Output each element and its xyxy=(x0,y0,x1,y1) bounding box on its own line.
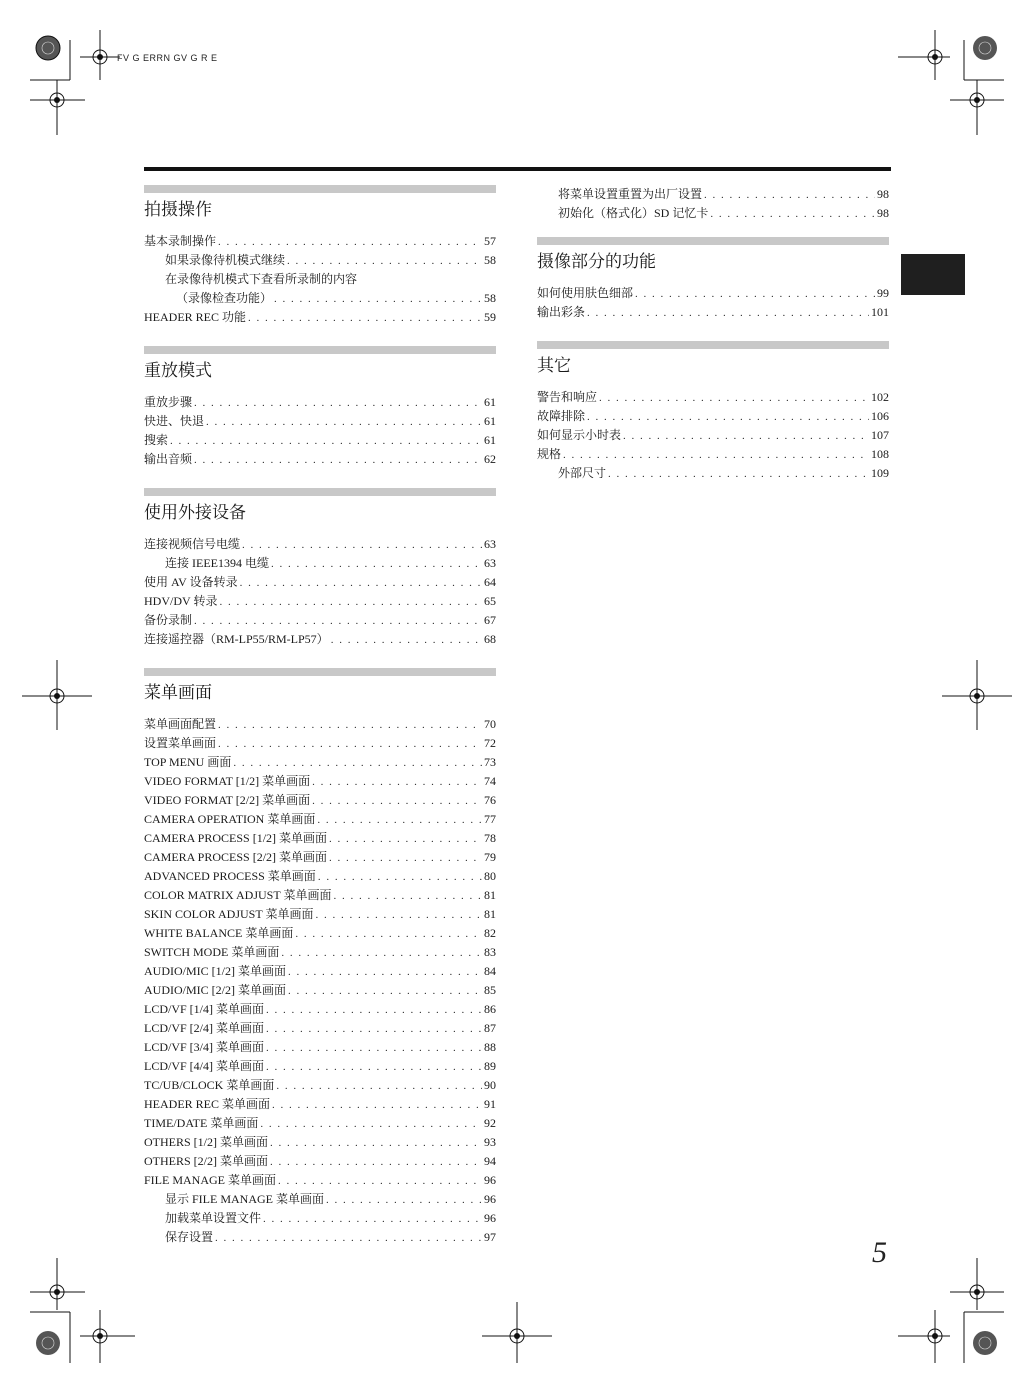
dot-leader xyxy=(288,982,482,1001)
dot-leader xyxy=(312,773,482,792)
toc-entry[interactable] xyxy=(537,388,889,407)
toc-entry[interactable] xyxy=(144,886,496,905)
toc-entry-label: AUDIO/MIC [1/2] 菜单画面 xyxy=(144,964,286,978)
toc-entry[interactable] xyxy=(144,1133,496,1152)
toc-entry[interactable] xyxy=(144,1171,496,1190)
toc-section xyxy=(537,237,889,322)
toc-entry-page: 61 xyxy=(484,433,496,447)
toc-entry-page: 85 xyxy=(484,983,496,997)
toc-entry-label: 如何使用肤色细部 xyxy=(537,286,634,300)
toc-entry-page: 99 xyxy=(877,286,889,300)
toc-entry-page: 86 xyxy=(484,1002,496,1016)
toc-entry-label: OTHERS [1/2] 菜单画面 xyxy=(144,1135,268,1149)
toc-entry-page: 102 xyxy=(871,390,889,404)
dot-leader xyxy=(218,716,482,735)
toc-entry[interactable] xyxy=(144,1000,496,1019)
toc-entry-page: 72 xyxy=(484,736,496,750)
dot-leader xyxy=(587,304,869,323)
toc-entry[interactable] xyxy=(144,573,496,592)
dot-leader xyxy=(271,555,482,574)
toc-entry-page: 62 xyxy=(484,452,496,466)
section-divider-bar xyxy=(144,185,496,193)
toc-entry-page: 98 xyxy=(877,187,889,201)
toc-entry-label: 保存设置 xyxy=(165,1230,214,1244)
section-divider-bar xyxy=(144,488,496,496)
toc-entry[interactable] xyxy=(144,753,496,772)
toc-entry-page: 73 xyxy=(484,755,496,769)
dot-leader xyxy=(215,1229,482,1248)
section-tab-marker xyxy=(901,254,965,295)
toc-entry[interactable] xyxy=(144,772,496,791)
toc-entry-page: 70 xyxy=(484,717,496,731)
toc-entry-label: 连接遥控器（RM-LP55/RM-LP57） xyxy=(144,632,329,646)
toc-entry[interactable] xyxy=(144,848,496,867)
toc-entry-page: 96 xyxy=(484,1173,496,1187)
toc-entry-label: 输出音频 xyxy=(144,452,193,466)
toc-entry[interactable] xyxy=(144,867,496,886)
toc-entry-page: 82 xyxy=(484,926,496,940)
toc-entry-label: LCD/VF [2/4] 菜单画面 xyxy=(144,1021,265,1035)
toc-entry-label: TOP MENU 画面 xyxy=(144,755,232,769)
toc-entry[interactable] xyxy=(537,464,889,483)
toc-entry-label: OTHERS [2/2] 菜单画面 xyxy=(144,1154,268,1168)
toc-entry-label: LCD/VF [3/4] 菜单画面 xyxy=(144,1040,265,1054)
toc-entry[interactable] xyxy=(144,1019,496,1038)
toc-entry-label: 输出彩条 xyxy=(537,305,586,319)
section-heading: 使用外接设备 xyxy=(144,503,246,522)
toc-entry[interactable] xyxy=(144,270,496,289)
toc-entry[interactable] xyxy=(144,308,496,327)
toc-entry[interactable] xyxy=(144,981,496,1000)
toc-entry-label: SWITCH MODE 菜单画面 xyxy=(144,945,280,959)
toc-entry[interactable] xyxy=(144,289,496,308)
toc-entry[interactable] xyxy=(144,905,496,924)
dot-leader xyxy=(274,290,482,309)
toc-entry[interactable] xyxy=(144,630,496,649)
toc-entry-page: 92 xyxy=(484,1116,496,1130)
section-heading: 摄像部分的功能 xyxy=(537,252,656,271)
page-number: 5 xyxy=(872,1236,887,1269)
dot-leader xyxy=(608,465,869,484)
toc-entry-label: 连接视频信号电缆 xyxy=(144,537,241,551)
toc-right-column xyxy=(537,185,889,483)
toc-entry-label: VIDEO FORMAT [1/2] 菜单画面 xyxy=(144,774,311,788)
toc-entry-page: 101 xyxy=(871,305,889,319)
toc-entry[interactable] xyxy=(144,1114,496,1133)
section-divider-bar xyxy=(537,341,889,349)
toc-section xyxy=(144,346,496,469)
dot-leader xyxy=(266,1058,482,1077)
toc-entry-label: FILE MANAGE 菜单画面 xyxy=(144,1173,276,1187)
toc-entry-label: 初始化（格式化）SD 记忆卡 xyxy=(558,206,709,220)
toc-entry-label: 如果录像待机模式继续 xyxy=(165,253,286,267)
section-divider-bar xyxy=(144,668,496,676)
toc-entry-label: 如何显示小时表 xyxy=(537,428,622,442)
toc-entry[interactable] xyxy=(537,303,889,322)
dot-leader xyxy=(233,754,482,773)
section-heading: 重放模式 xyxy=(144,361,212,380)
toc-entry-page: 94 xyxy=(484,1154,496,1168)
dot-leader xyxy=(194,612,482,631)
dot-leader xyxy=(276,1077,482,1096)
toc-entry-label: HEADER REC 菜单画面 xyxy=(144,1097,271,1111)
toc-section xyxy=(144,185,496,327)
toc-entry[interactable] xyxy=(537,204,889,223)
toc-entry[interactable] xyxy=(144,1228,496,1247)
dot-leader xyxy=(266,1039,482,1058)
toc-section xyxy=(537,341,889,483)
dot-leader xyxy=(206,413,482,432)
dot-leader xyxy=(623,427,869,446)
dot-leader xyxy=(194,451,482,470)
toc-entry-label: WHITE BALANCE 菜单画面 xyxy=(144,926,294,940)
toc-entry-page: 96 xyxy=(484,1211,496,1225)
toc-entry[interactable] xyxy=(144,1095,496,1114)
toc-entry-page: 81 xyxy=(484,888,496,902)
toc-entry-label: 快进、快退 xyxy=(144,414,205,428)
toc-entry-page: 98 xyxy=(877,206,889,220)
toc-entry[interactable] xyxy=(144,924,496,943)
toc-entry-page: 61 xyxy=(484,414,496,428)
toc-entry[interactable] xyxy=(144,393,496,412)
toc-entry[interactable] xyxy=(144,1038,496,1057)
dot-leader xyxy=(329,830,482,849)
toc-entry-page: 78 xyxy=(484,831,496,845)
dot-leader xyxy=(218,233,482,252)
dot-leader xyxy=(288,963,482,982)
section-divider-bar xyxy=(537,237,889,245)
toc-entry-label: 基本录制操作 xyxy=(144,234,217,248)
section-heading: 其它 xyxy=(537,356,571,375)
toc-entry-label: 搜索 xyxy=(144,433,169,447)
toc-entry[interactable] xyxy=(537,445,889,464)
dot-leader xyxy=(242,536,482,555)
toc-entry-label: 使用 AV 设备转录 xyxy=(144,575,238,589)
toc-entry-page: 90 xyxy=(484,1078,496,1092)
toc-entry-label: LCD/VF [1/4] 菜单画面 xyxy=(144,1002,265,1016)
toc-entry[interactable] xyxy=(144,251,496,270)
toc-entry-page: 67 xyxy=(484,613,496,627)
dot-leader xyxy=(318,868,482,887)
toc-entry-label: 显示 FILE MANAGE 菜单画面 xyxy=(165,1192,324,1206)
toc-entry-page: 88 xyxy=(484,1040,496,1054)
toc-entry-page: 58 xyxy=(484,291,496,305)
dot-leader xyxy=(287,252,482,271)
dot-leader xyxy=(218,735,482,754)
toc-section xyxy=(144,668,496,1247)
toc-entry[interactable] xyxy=(144,592,496,611)
toc-entry-page: 58 xyxy=(484,253,496,267)
toc-entry-page: 59 xyxy=(484,310,496,324)
dot-leader xyxy=(266,1020,482,1039)
toc-entry[interactable] xyxy=(144,810,496,829)
toc-entry[interactable] xyxy=(144,1190,496,1209)
toc-entry-page: 84 xyxy=(484,964,496,978)
section-heading: 拍摄操作 xyxy=(144,200,212,219)
toc-entry-label: 连接 IEEE1394 电缆 xyxy=(165,556,269,570)
toc-entry-label: LCD/VF [4/4] 菜单画面 xyxy=(144,1059,265,1073)
toc-entry[interactable] xyxy=(144,715,496,734)
dot-leader xyxy=(710,205,875,224)
toc-entry-page: 65 xyxy=(484,594,496,608)
toc-entry-label: 警告和响应 xyxy=(537,390,598,404)
toc-entry[interactable] xyxy=(144,734,496,753)
toc-entry-label: ADVANCED PROCESS 菜单画面 xyxy=(144,869,316,883)
toc-entry-page: 81 xyxy=(484,907,496,921)
toc-entry[interactable] xyxy=(144,535,496,554)
toc-section xyxy=(144,488,496,649)
toc-entry-label: 重放步骤 xyxy=(144,395,193,409)
toc-entry[interactable] xyxy=(144,791,496,810)
toc-entry-label: 加载菜单设置文件 xyxy=(165,1211,262,1225)
dot-leader xyxy=(333,887,482,906)
toc-entry[interactable] xyxy=(144,554,496,573)
toc-entry-page: 91 xyxy=(484,1097,496,1111)
dot-leader xyxy=(270,1134,482,1153)
toc-entry[interactable] xyxy=(144,450,496,469)
toc-entry[interactable] xyxy=(537,185,889,204)
toc-entry-label: 菜单画面配置 xyxy=(144,717,217,731)
dot-leader xyxy=(194,394,482,413)
continued-entries xyxy=(537,185,889,223)
toc-entry-page: 89 xyxy=(484,1059,496,1073)
toc-entry-page: 68 xyxy=(484,632,496,646)
toc-entry-label: CAMERA OPERATION 菜单画面 xyxy=(144,812,316,826)
dot-leader xyxy=(266,1001,482,1020)
dot-leader xyxy=(326,1191,482,1210)
toc-entry-label: CAMERA PROCESS [1/2] 菜单画面 xyxy=(144,831,328,845)
toc-entry-page: 97 xyxy=(484,1230,496,1244)
dot-leader xyxy=(317,811,482,830)
toc-entry[interactable] xyxy=(537,284,889,303)
dot-leader xyxy=(278,1172,482,1191)
toc-entry[interactable] xyxy=(537,407,889,426)
toc-entry-label: （录像检查功能） xyxy=(176,291,273,305)
toc-entry-page: 74 xyxy=(484,774,496,788)
toc-entry-label: 在录像待机模式下查看所录制的内容 xyxy=(165,272,358,286)
toc-entry-label: 将菜单设置重置为出厂设置 xyxy=(558,187,703,201)
toc-entry-label: VIDEO FORMAT [2/2] 菜单画面 xyxy=(144,793,311,807)
section-divider-bar xyxy=(144,346,496,354)
toc-entry-label: 故障排除 xyxy=(537,409,586,423)
toc-entry-page: 106 xyxy=(871,409,889,423)
toc-entry-label: AUDIO/MIC [2/2] 菜单画面 xyxy=(144,983,286,997)
toc-entry-label: SKIN COLOR ADJUST 菜单画面 xyxy=(144,907,314,921)
toc-entry[interactable] xyxy=(144,1076,496,1095)
toc-entry-label: HDV/DV 转录 xyxy=(144,594,218,608)
dot-leader xyxy=(315,906,482,925)
dot-leader xyxy=(635,285,875,304)
toc-entry-page: 80 xyxy=(484,869,496,883)
dot-leader xyxy=(270,1153,482,1172)
toc-entry[interactable] xyxy=(144,1057,496,1076)
toc-entry[interactable] xyxy=(144,829,496,848)
dot-leader xyxy=(240,574,482,593)
toc-entry[interactable] xyxy=(144,431,496,450)
dot-leader xyxy=(587,408,869,427)
toc-entry-label: TC/UB/CLOCK 菜单画面 xyxy=(144,1078,275,1092)
dot-leader xyxy=(599,389,869,408)
dot-leader xyxy=(260,1115,482,1134)
toc-entry-page: 79 xyxy=(484,850,496,864)
dot-leader xyxy=(312,792,482,811)
dot-leader xyxy=(170,432,482,451)
toc-entry-page: 107 xyxy=(871,428,889,442)
toc-entry-label: 规格 xyxy=(537,447,562,461)
toc-entry[interactable] xyxy=(537,426,889,445)
toc-entry-label: HEADER REC 功能 xyxy=(144,310,247,324)
dot-leader xyxy=(219,593,482,612)
toc-entry-page: 87 xyxy=(484,1021,496,1035)
toc-entry-page: 63 xyxy=(484,556,496,570)
toc-entry-page: 63 xyxy=(484,537,496,551)
dot-leader xyxy=(563,446,869,465)
toc-entry[interactable] xyxy=(144,962,496,981)
toc-entry[interactable] xyxy=(144,611,496,630)
toc-entry-label: COLOR MATRIX ADJUST 菜单画面 xyxy=(144,888,332,902)
toc-entry[interactable] xyxy=(144,232,496,251)
toc-entry-page: 108 xyxy=(871,447,889,461)
top-rule xyxy=(144,167,891,171)
toc-entry-page: 61 xyxy=(484,395,496,409)
toc-entry[interactable] xyxy=(144,943,496,962)
toc-entry-label: 外部尺寸 xyxy=(558,466,607,480)
section-heading: 菜单画面 xyxy=(144,683,212,702)
toc-entry[interactable] xyxy=(144,1152,496,1171)
toc-entry[interactable] xyxy=(144,412,496,431)
toc-entry-page: 76 xyxy=(484,793,496,807)
dot-leader xyxy=(329,849,482,868)
dot-leader xyxy=(331,631,482,650)
toc-left-column xyxy=(144,185,496,1247)
dot-leader xyxy=(272,1096,482,1115)
toc-entry-label: TIME/DATE 菜单画面 xyxy=(144,1116,259,1130)
dot-leader xyxy=(281,944,482,963)
toc-entry-page: 109 xyxy=(871,466,889,480)
dot-leader xyxy=(295,925,482,944)
dot-leader xyxy=(704,186,875,205)
toc-entry-page: 93 xyxy=(484,1135,496,1149)
toc-entry-page: 57 xyxy=(484,234,496,248)
toc-entry[interactable] xyxy=(144,1209,496,1228)
toc-entry-page: 64 xyxy=(484,575,496,589)
toc-entry-page: 77 xyxy=(484,812,496,826)
dot-leader xyxy=(263,1210,482,1229)
toc-entry-page: 83 xyxy=(484,945,496,959)
toc-entry-label: CAMERA PROCESS [2/2] 菜单画面 xyxy=(144,850,328,864)
toc-entry-label: 设置菜单画面 xyxy=(144,736,217,750)
print-slug: FV G ERRN GV G R E xyxy=(117,53,218,63)
dot-leader xyxy=(248,309,482,328)
toc-entry-page: 96 xyxy=(484,1192,496,1206)
toc-entry-label: 备份录制 xyxy=(144,613,193,627)
